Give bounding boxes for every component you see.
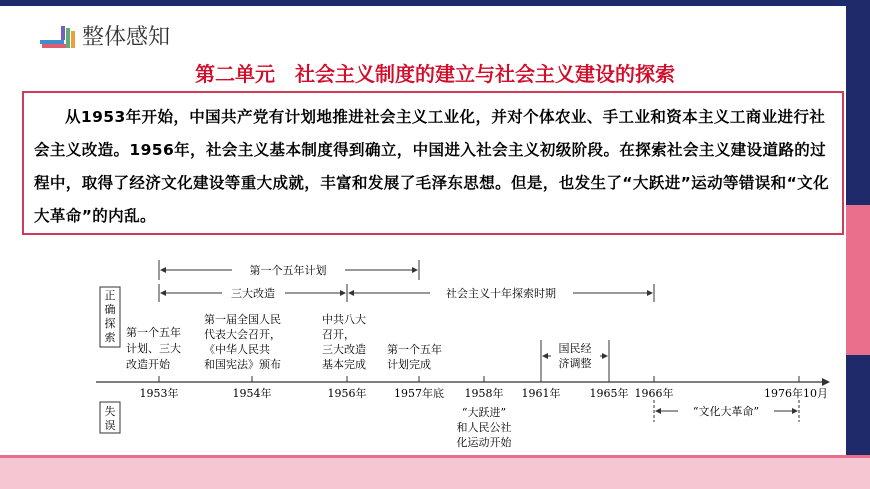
section-title: 整体感知 — [82, 25, 171, 50]
span-five-year-plan: 第一个五年计划 — [249, 264, 327, 277]
event-adjust-line2: 济调整 — [558, 357, 592, 370]
event-1954-line1: 第一届全国人民 — [204, 313, 281, 326]
year-1965: 1965年 — [589, 387, 629, 400]
year-1966: 1966年 — [634, 387, 674, 400]
event-1956-line1: 中共八大 — [322, 313, 366, 326]
summary-text: 从1953年开始，中国共产党有计划地推进社会主义工业化，并对个体农业、手工业和资本主义工商业进行社会主义改造。1956年，社会主义基本制度得到确立，中国进入社会主义初级阶段。在探索社会主义建设道路的过程中，取得了经济文化建设等重大成就，丰富和发展了毛泽东思想。但是，也发生了“大跃进”运动等错误和“文化大革命”的内乱。 — [34, 108, 829, 225]
event-1953-line1: 第一个五年 — [126, 326, 181, 339]
year-1961: 1961年 — [521, 387, 561, 400]
event-1954-line2: 代表大会召开， — [204, 328, 281, 341]
year-1954: 1954年 — [232, 387, 272, 400]
event-1953-line2: 计划、三大 — [126, 342, 181, 355]
mistake-label-2: 误 — [104, 419, 116, 432]
event-1954-line4: 和国宪法》颁布 — [204, 358, 281, 371]
event-1956-line2: 召开， — [322, 328, 355, 341]
event-1956-line4: 基本完成 — [322, 358, 366, 371]
event-1954-line3: 《中华人民共 — [204, 343, 270, 356]
correct-label-4: 索 — [104, 331, 116, 344]
event-1956-line3: 三大改造 — [322, 343, 366, 356]
event-1958-line3: 化运动开始 — [456, 436, 512, 449]
span-ten-years: 社会主义十年探索时期 — [446, 287, 556, 300]
event-1958-line2: 和人民公社 — [456, 421, 512, 434]
span-three-reforms: 三大改造 — [231, 287, 275, 300]
year-1958: 1958年 — [464, 387, 504, 400]
event-1957-line1: 第一个五年 — [387, 343, 442, 356]
year-1976: 1976年10月 — [764, 387, 828, 400]
unit-title: 第二单元 社会主义制度的建立与社会主义建设的探索 — [195, 62, 675, 86]
event-1957-line2: 计划完成 — [387, 358, 431, 371]
year-1953: 1953年 — [139, 387, 179, 400]
event-adjust-line1: 国民经 — [558, 342, 592, 355]
year-1957: 1957年底 — [394, 387, 444, 400]
correct-label-2: 确 — [104, 303, 116, 316]
year-1956: 1956年 — [327, 387, 367, 400]
event-1953-line3: 改造开始 — [126, 358, 170, 371]
mistake-label-1: 失 — [104, 405, 116, 418]
correct-label-1: 正 — [104, 289, 116, 302]
correct-label-3: 探 — [104, 317, 116, 330]
event-1958-line1: “大跃进” — [461, 406, 507, 419]
span-cultural-revolution: “文化大革命” — [692, 405, 760, 418]
